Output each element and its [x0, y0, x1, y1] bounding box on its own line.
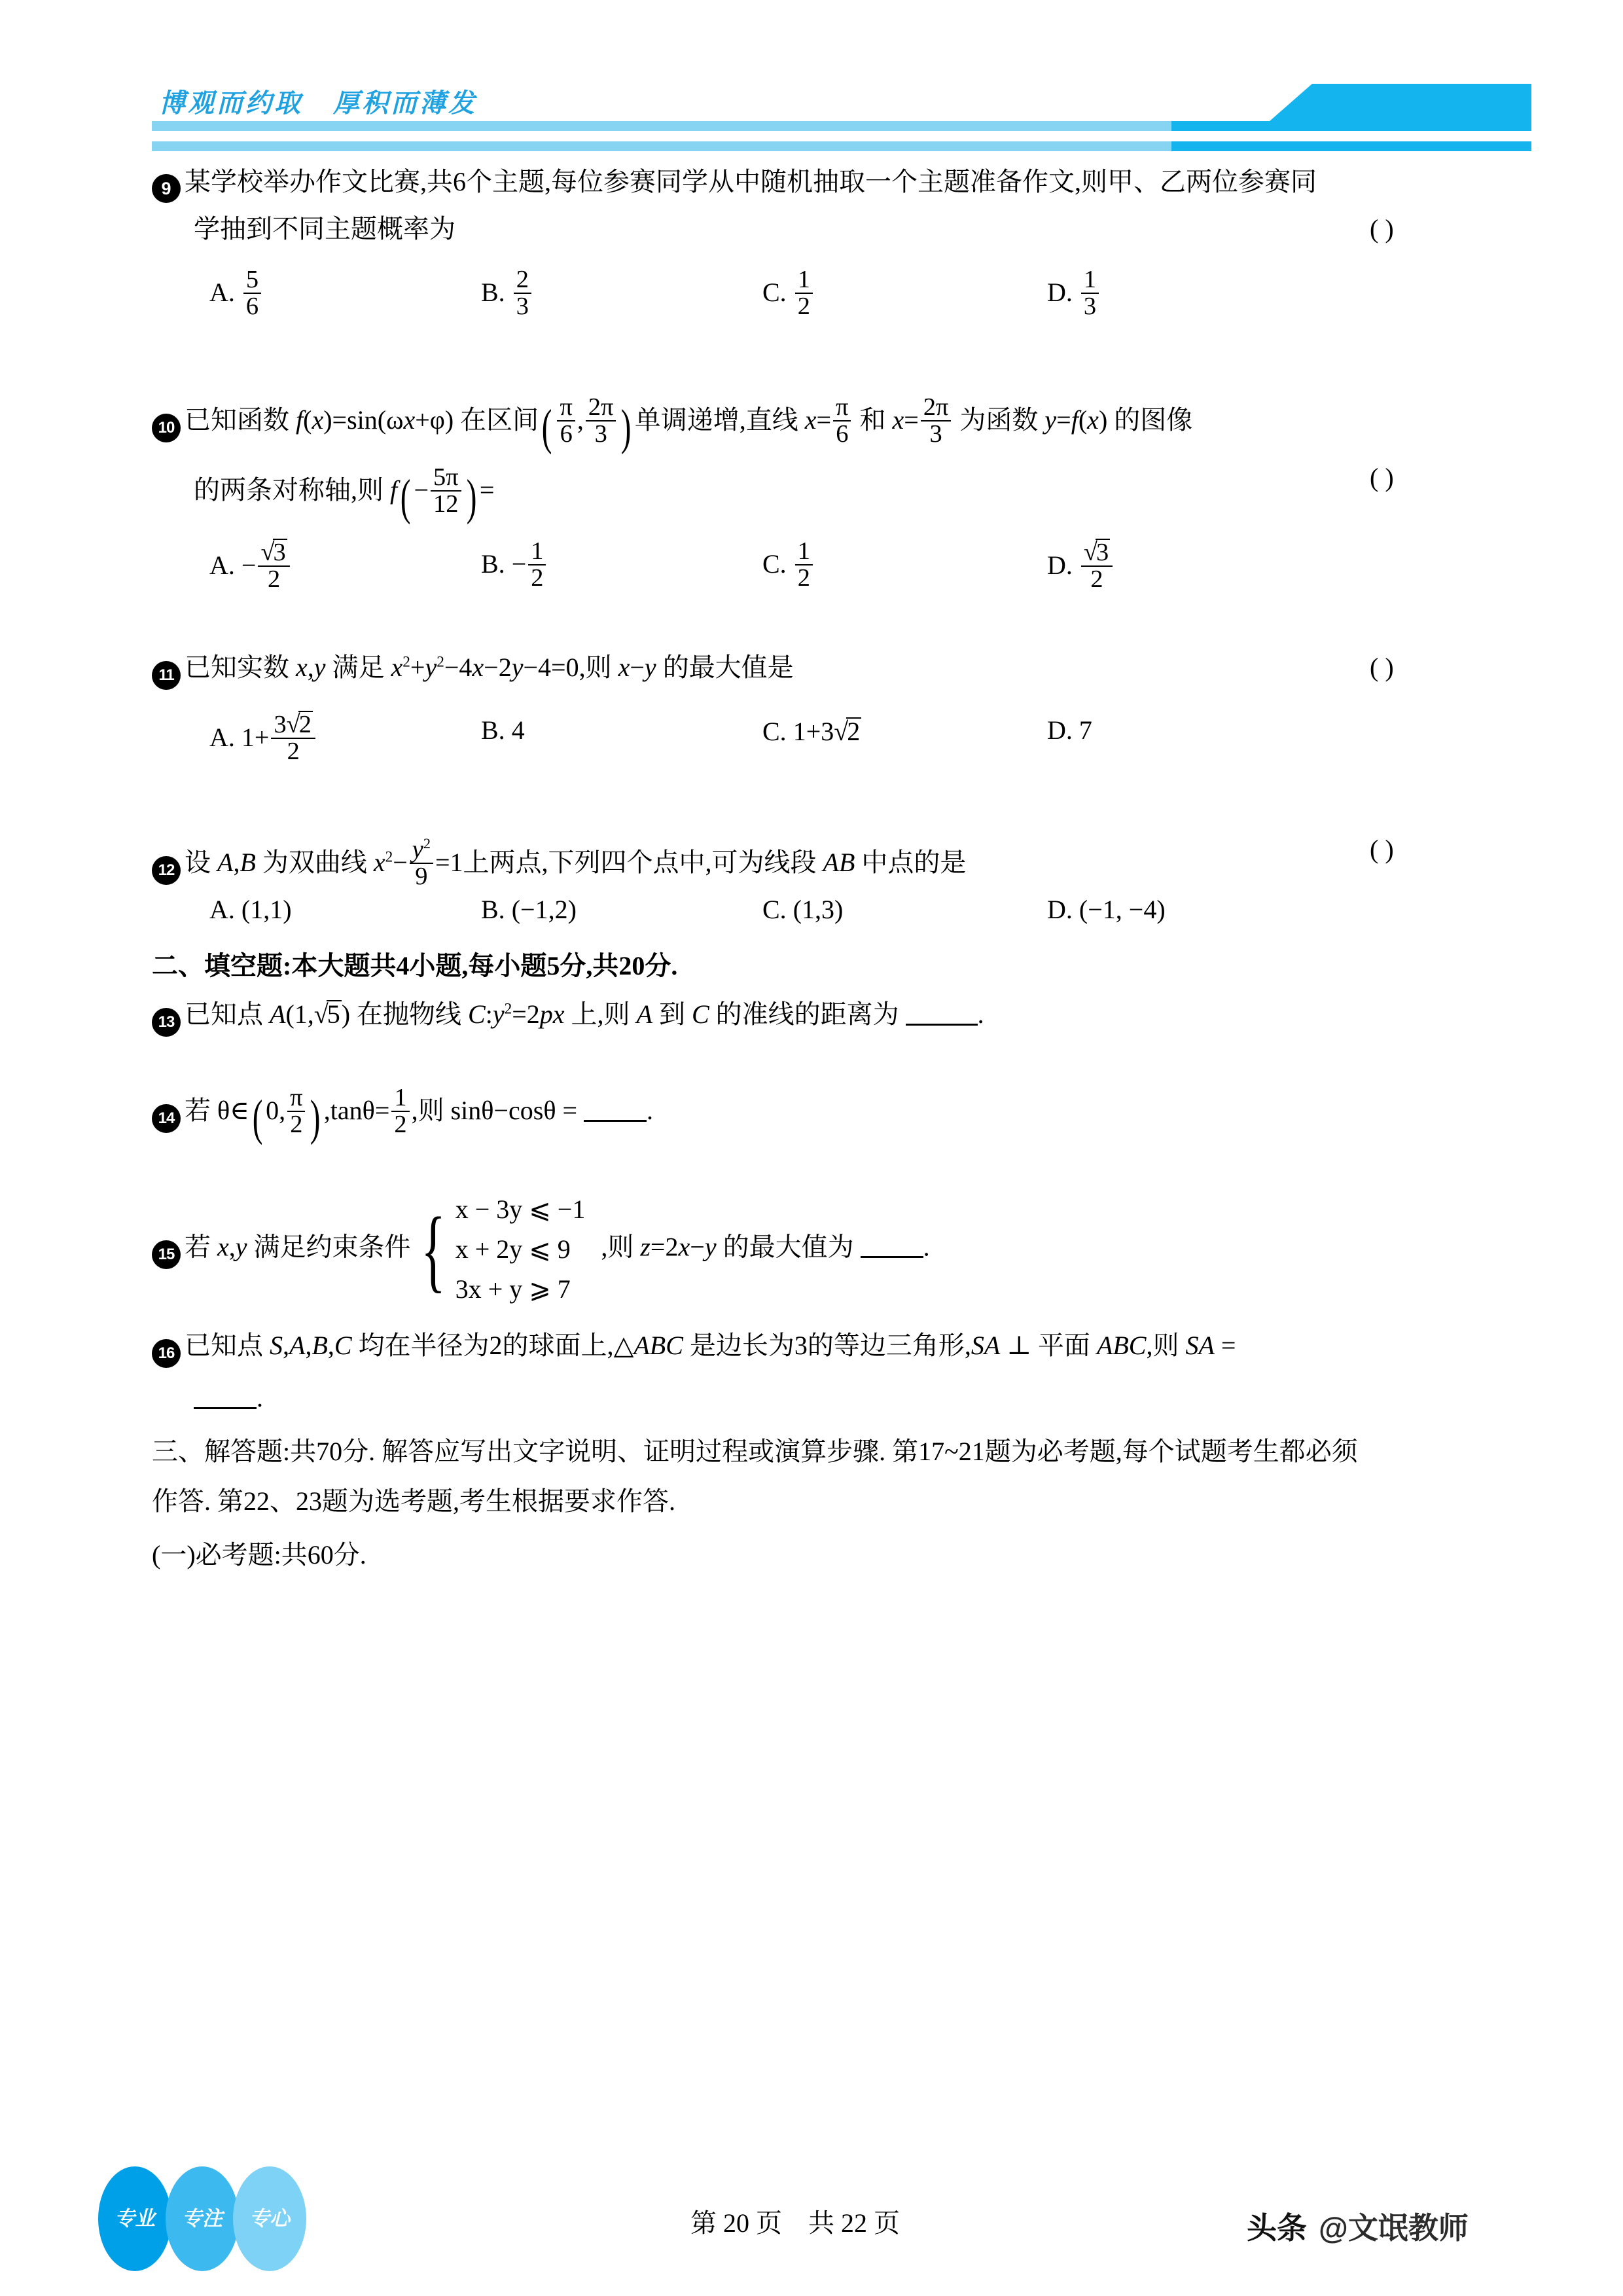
- badge-dedicated: 专心: [233, 2166, 306, 2271]
- option-value: 4: [511, 715, 525, 745]
- option-label: D.: [1047, 550, 1073, 581]
- section-3-line3: (一)必考题:共60分.: [152, 1540, 366, 1570]
- question-10-number: 10: [152, 414, 181, 442]
- question-11-option-d: [1047, 717, 1092, 744]
- question-16-trailing: .: [257, 1383, 263, 1412]
- question-16-number: 16: [152, 1339, 181, 1368]
- fraction-numerator: 1: [797, 266, 810, 293]
- question-11-line1: 11 已知实数 x,y 满足 $x^2+y^2-4x-2y-4=0$,则 x−y 的最大值是: [152, 655, 794, 690]
- page-number: [690, 2202, 900, 2240]
- question-9-answer-marker: ( ): [1370, 214, 1394, 243]
- question-10-option-a: A. − $\frac{√3}{2}$: [209, 539, 292, 592]
- question-9-line1: [152, 169, 1317, 203]
- watermark-brand: 头条: [1247, 2211, 1307, 2245]
- question-10-text-f: 的图像: [1114, 405, 1193, 435]
- question-15-text-d: 的最大值为: [722, 1232, 854, 1262]
- question-9-option-a: [209, 267, 263, 319]
- question-12-option-a: [209, 897, 292, 923]
- question-11-option-b: [481, 717, 525, 744]
- page-current: 第 20 页: [690, 2208, 782, 2238]
- option-label: C.: [762, 278, 787, 308]
- question-16-text-f: =: [1221, 1331, 1236, 1360]
- option-value: (−1, −4): [1079, 895, 1166, 924]
- system-row-2: x + 2y ⩽ 9: [455, 1234, 571, 1264]
- question-11-option-c: C. 1+3√2: [762, 717, 861, 746]
- watermark: [1247, 2204, 1469, 2248]
- section-2-heading: 二、填空题:本大题共4小题,每小题5分,共20分.: [152, 951, 678, 980]
- option-label: D.: [1047, 278, 1073, 308]
- question-16-text-e: ,则: [1146, 1331, 1179, 1360]
- question-11-text-a: 已知实数: [185, 653, 289, 682]
- question-10-option-c: C. $\frac{1}{2}$: [762, 539, 815, 591]
- question-15-text-c: ,则: [601, 1232, 634, 1262]
- question-9-number: 9: [152, 174, 181, 203]
- question-11-option-a: A. 1+ $\frac{3√2}{2}$: [209, 711, 317, 764]
- question-9-text-line2: 学抽到不同主题概率为: [194, 214, 455, 243]
- option-label: B.: [481, 895, 505, 924]
- watermark-handle: @文氓教师: [1319, 2211, 1469, 2245]
- option-value: (1,3): [793, 895, 844, 924]
- fraction-denominator: 3: [1081, 293, 1099, 319]
- question-14-number: 14: [152, 1104, 181, 1133]
- question-13-text-b: 在抛物线: [357, 999, 462, 1029]
- question-12-answer-marker: ( ): [1370, 834, 1394, 864]
- option-label: D.: [1047, 715, 1073, 745]
- system-row-1: x − 3y ⩽ −1: [455, 1194, 586, 1224]
- page-footer: [0, 2147, 1623, 2296]
- question-15-system: [411, 1190, 586, 1309]
- question-13-text-c: 上,则: [571, 999, 630, 1029]
- system-row-3: 3x + y ⩾ 7: [455, 1274, 571, 1304]
- fraction-denominator: 6: [243, 293, 261, 319]
- badge-focused: 专注: [166, 2166, 239, 2271]
- question-16-line2: [194, 1385, 263, 1411]
- question-9-option-c: [762, 267, 815, 319]
- question-13-number: 13: [152, 1008, 181, 1037]
- question-13-text-d: 到: [658, 999, 685, 1029]
- option-label: C.: [762, 895, 787, 924]
- option-label: C.: [762, 717, 787, 746]
- question-10-option-b: B. − $\frac{1}{2}$: [481, 539, 548, 591]
- question-10-option-d: D. $\frac{√3}{2}$: [1047, 539, 1115, 592]
- question-14-answer-blank[interactable]: [584, 1100, 647, 1122]
- option-label: A.: [209, 895, 235, 924]
- fraction-numerator: 5: [245, 266, 259, 293]
- header-decoration: [0, 121, 1623, 160]
- question-14-trailing: .: [647, 1096, 654, 1126]
- section-3-line2: 作答. 第22、23题为选考题,考生根据要求作答.: [152, 1486, 675, 1516]
- question-12-option-b: [481, 897, 577, 923]
- question-12-option-d: [1047, 897, 1166, 923]
- question-15-text-a: 若: [185, 1232, 211, 1262]
- option-label: A.: [209, 550, 235, 581]
- fraction-numerator: 1: [1083, 266, 1097, 293]
- question-10-line1: 10 已知函数 f(x)=sin(ωx+φ) 在区间( $\frac{\pi}{6}$ , $\frac{2\pi}{3}$ ) 单调递增,直线 x= $\frac{\pi}{6}$ 和 x= $\frac{2\pi}{3}$ 为函数 y=f(x) 的图像: [152, 395, 1192, 447]
- question-15-number: 15: [152, 1240, 181, 1269]
- header-motto-right: 厚积而薄发: [333, 89, 477, 118]
- option-label: B.: [481, 549, 505, 579]
- question-15-answer-blank[interactable]: [861, 1236, 923, 1258]
- header-motto-left: 博观而约取: [159, 89, 303, 118]
- option-value: 7: [1079, 715, 1092, 745]
- badge-professional: 专业: [98, 2166, 171, 2271]
- fraction-denominator: 3: [514, 293, 531, 319]
- question-11-text-b: 满足: [332, 653, 385, 682]
- question-12-option-c: [762, 897, 843, 923]
- question-14-text-a: 若: [185, 1096, 211, 1126]
- question-11-number: 11: [152, 661, 181, 690]
- question-10-text-c: 单调递增,直线: [634, 405, 798, 435]
- question-14-text-b: ,则: [411, 1096, 444, 1126]
- question-15-line: 15 若 x,y 满足约束条件 { x − 3y ⩽ −1 x + 2y ⩽ 9 3x + y ⩾ 7 ,则 z=2x−y 的最大值为 .: [152, 1190, 930, 1309]
- question-10-text-a: 已知函数: [185, 405, 289, 435]
- question-10-answer-marker: ( ): [1370, 463, 1394, 492]
- question-13-text-e: 的准线的距离为: [715, 999, 899, 1029]
- question-9-option-b: [481, 267, 533, 319]
- question-11-text-d: 的最大值是: [662, 653, 794, 682]
- question-15-text-b: 满足约束条件: [253, 1232, 411, 1262]
- option-label: C.: [762, 549, 787, 579]
- question-13-trailing: .: [977, 999, 984, 1029]
- option-value: (−1,2): [511, 895, 577, 924]
- left-brace: {: [420, 1197, 446, 1301]
- question-10-text-g: 的两条对称轴,则: [194, 475, 383, 505]
- page-total: 共 22 页: [808, 2208, 900, 2238]
- question-10-text-b: 在区间: [460, 405, 539, 435]
- question-12-number: 12: [152, 856, 181, 885]
- option-label: A.: [209, 278, 235, 308]
- question-14-text-c: =: [562, 1096, 578, 1126]
- option-value: (1,1): [241, 895, 292, 924]
- header-flag-shape: [1171, 84, 1531, 131]
- question-9-text-line1: 某学校举办作文比赛,共6个主题,每位参赛同学从中随机抽取一个主题准备作文,则甲、乙两位参赛同: [185, 167, 1317, 196]
- question-11-text-c: ,则: [579, 653, 612, 682]
- question-10-text-d: 和: [859, 405, 886, 435]
- option-label: D.: [1047, 895, 1073, 924]
- page-header: [0, 0, 1623, 164]
- question-13-answer-blank[interactable]: [906, 1004, 978, 1026]
- question-12-text-d: 中点的是: [861, 848, 967, 878]
- question-12-text-b: 为双曲线: [262, 848, 367, 878]
- question-16-text-c: 是边长为3的等边三角形,: [689, 1331, 971, 1360]
- question-12-text-c: 上两点,下列四个点中,可为线段: [463, 848, 817, 878]
- fraction-denominator: 2: [795, 293, 813, 319]
- question-11-answer-marker: ( ): [1370, 653, 1394, 682]
- question-14-line: 14 若 θ∈( 0, $\frac{\pi}{2}$ ) ,tanθ= $\frac{1}{2}$ ,则 sinθ−cosθ = .: [152, 1085, 653, 1138]
- question-16-text-b: 均在半径为2的球面上,: [358, 1331, 614, 1360]
- question-13-line: 13 已知点 A(1,√5) 在抛物线 $C:y^2=2px$ 上,则 A 到 C 的准线的距离为 .: [152, 1000, 984, 1037]
- question-12-text-a: 设: [185, 848, 211, 878]
- question-12-line1: 12 设 A,B 为双曲线 $x^2-$ $\frac{y^2}{9}$ =1上两点,下列四个点中,可为线段 AB 中点的是: [152, 836, 966, 889]
- header-flag-underline: [1171, 141, 1531, 151]
- question-16-line1: 16 已知点 S,A,B,C 均在半径为2的球面上,△ABC 是边长为3的等边三角形,SA ⊥ 平面 ABC,则 SA =: [152, 1333, 1236, 1368]
- question-13-text-a: 已知点: [185, 999, 263, 1029]
- question-9-option-d: [1047, 267, 1101, 319]
- question-16-text-d: 平面: [1037, 1331, 1090, 1360]
- question-10-line2: 的两条对称轴,则 f( − $\frac{5\pi}{12}$ ) =: [194, 463, 495, 526]
- option-label: B.: [481, 278, 505, 308]
- question-10-text-e: 为函数: [959, 405, 1039, 435]
- option-label: B.: [481, 715, 505, 745]
- fraction-numerator: 2: [516, 266, 529, 293]
- section-3-line1: 三、解答题:共70分. 解答应写出文字说明、证明过程或演算步骤. 第17~21题为必考题,每个试题考生都必须: [152, 1437, 1358, 1466]
- question-15-trailing: .: [923, 1232, 930, 1262]
- question-16-text-a: 已知点: [185, 1331, 263, 1360]
- question-16-answer-blank[interactable]: [194, 1388, 257, 1409]
- header-motto: [159, 82, 477, 120]
- option-label: A.: [209, 723, 235, 753]
